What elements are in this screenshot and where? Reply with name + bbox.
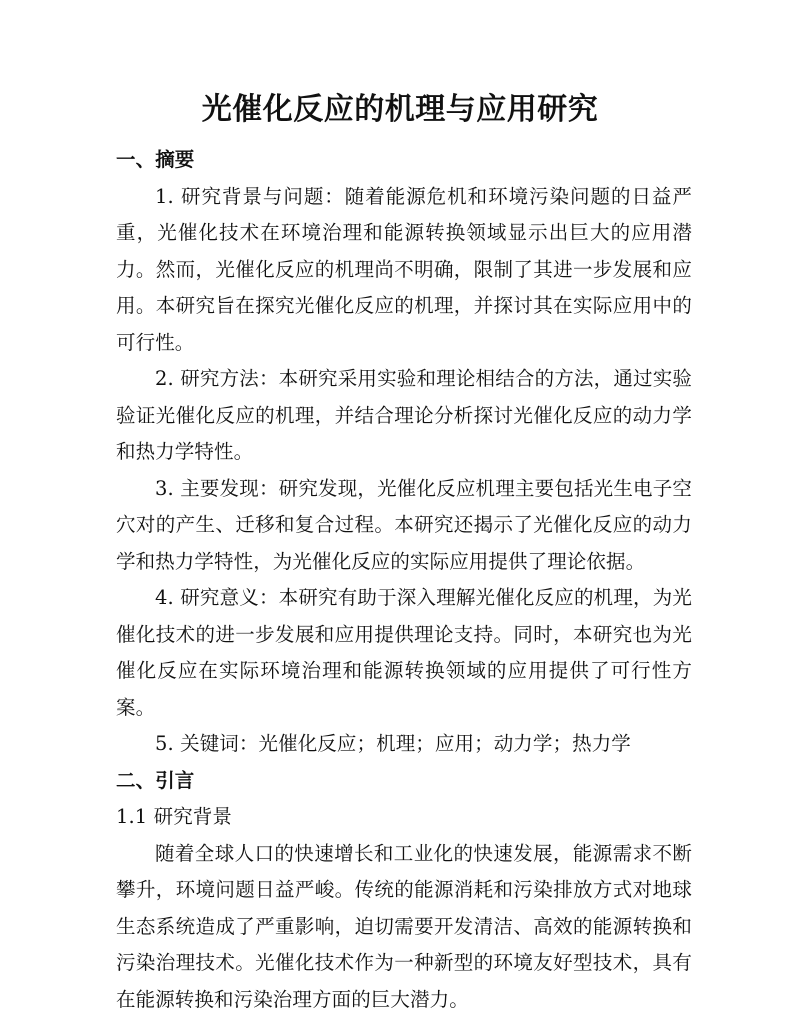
document-title: 光催化反应的机理与应用研究 xyxy=(201,92,599,127)
abstract-paragraph-findings: 3. 主要发现：研究发现，光催化反应机理主要包括光生电子空穴对的产生、迁移和复合过程。本研究还揭示了光催化反应的动力学和热力学特性，为光催化反应的实际应用提供了理论依据。 xyxy=(116,476,692,573)
subsection-heading-background: 1.1 研究背景 xyxy=(116,805,233,828)
section-heading-introduction: 二、引言 xyxy=(116,768,195,792)
abstract-paragraph-significance: 4. 研究意义：本研究有助于深入理解光催化反应的机理，为光催化技术的进一步发展和应用提供理论支持。同时，本研究也为光催化反应在实际环境治理和能源转换领域的应用提供了可行性方案。 xyxy=(116,586,692,719)
introduction-paragraph: 随着全球人口的快速增长和工业化的快速发展，能源需求不断攀升，环境问题日益严峻。传统的能源消耗和污染排放方式对地球生态系统造成了严重影响，迫切需要开发清洁、高效的能源转换和污染治理技术。光催化技术作为一种新型的环境友好型技术，具有在能源转换和污染治理方面的巨大潜力。 xyxy=(116,841,692,1011)
abstract-paragraph-methods: 2. 研究方法：本研究采用实验和理论相结合的方法，通过实验验证光催化反应的机理，并结合理论分析探讨光催化反应的动力学和热力学特性。 xyxy=(116,367,692,463)
abstract-paragraph-keywords: 5. 关键词：光催化反应；机理；应用；动力学；热力学 xyxy=(155,732,631,755)
abstract-paragraph-background: 1. 研究背景与问题：随着能源危机和环境污染问题的日益严重，光催化技术在环境治理和能源转换领域显示出巨大的应用潜力。然而，光催化反应的机理尚不明确，限制了其进一步发展和应用。本研究旨在探究光催化反应的机理，并探讨其在实际应用中的可行性。 xyxy=(116,184,692,354)
section-heading-abstract: 一、摘要 xyxy=(116,148,195,171)
document-body xyxy=(116,142,692,1018)
